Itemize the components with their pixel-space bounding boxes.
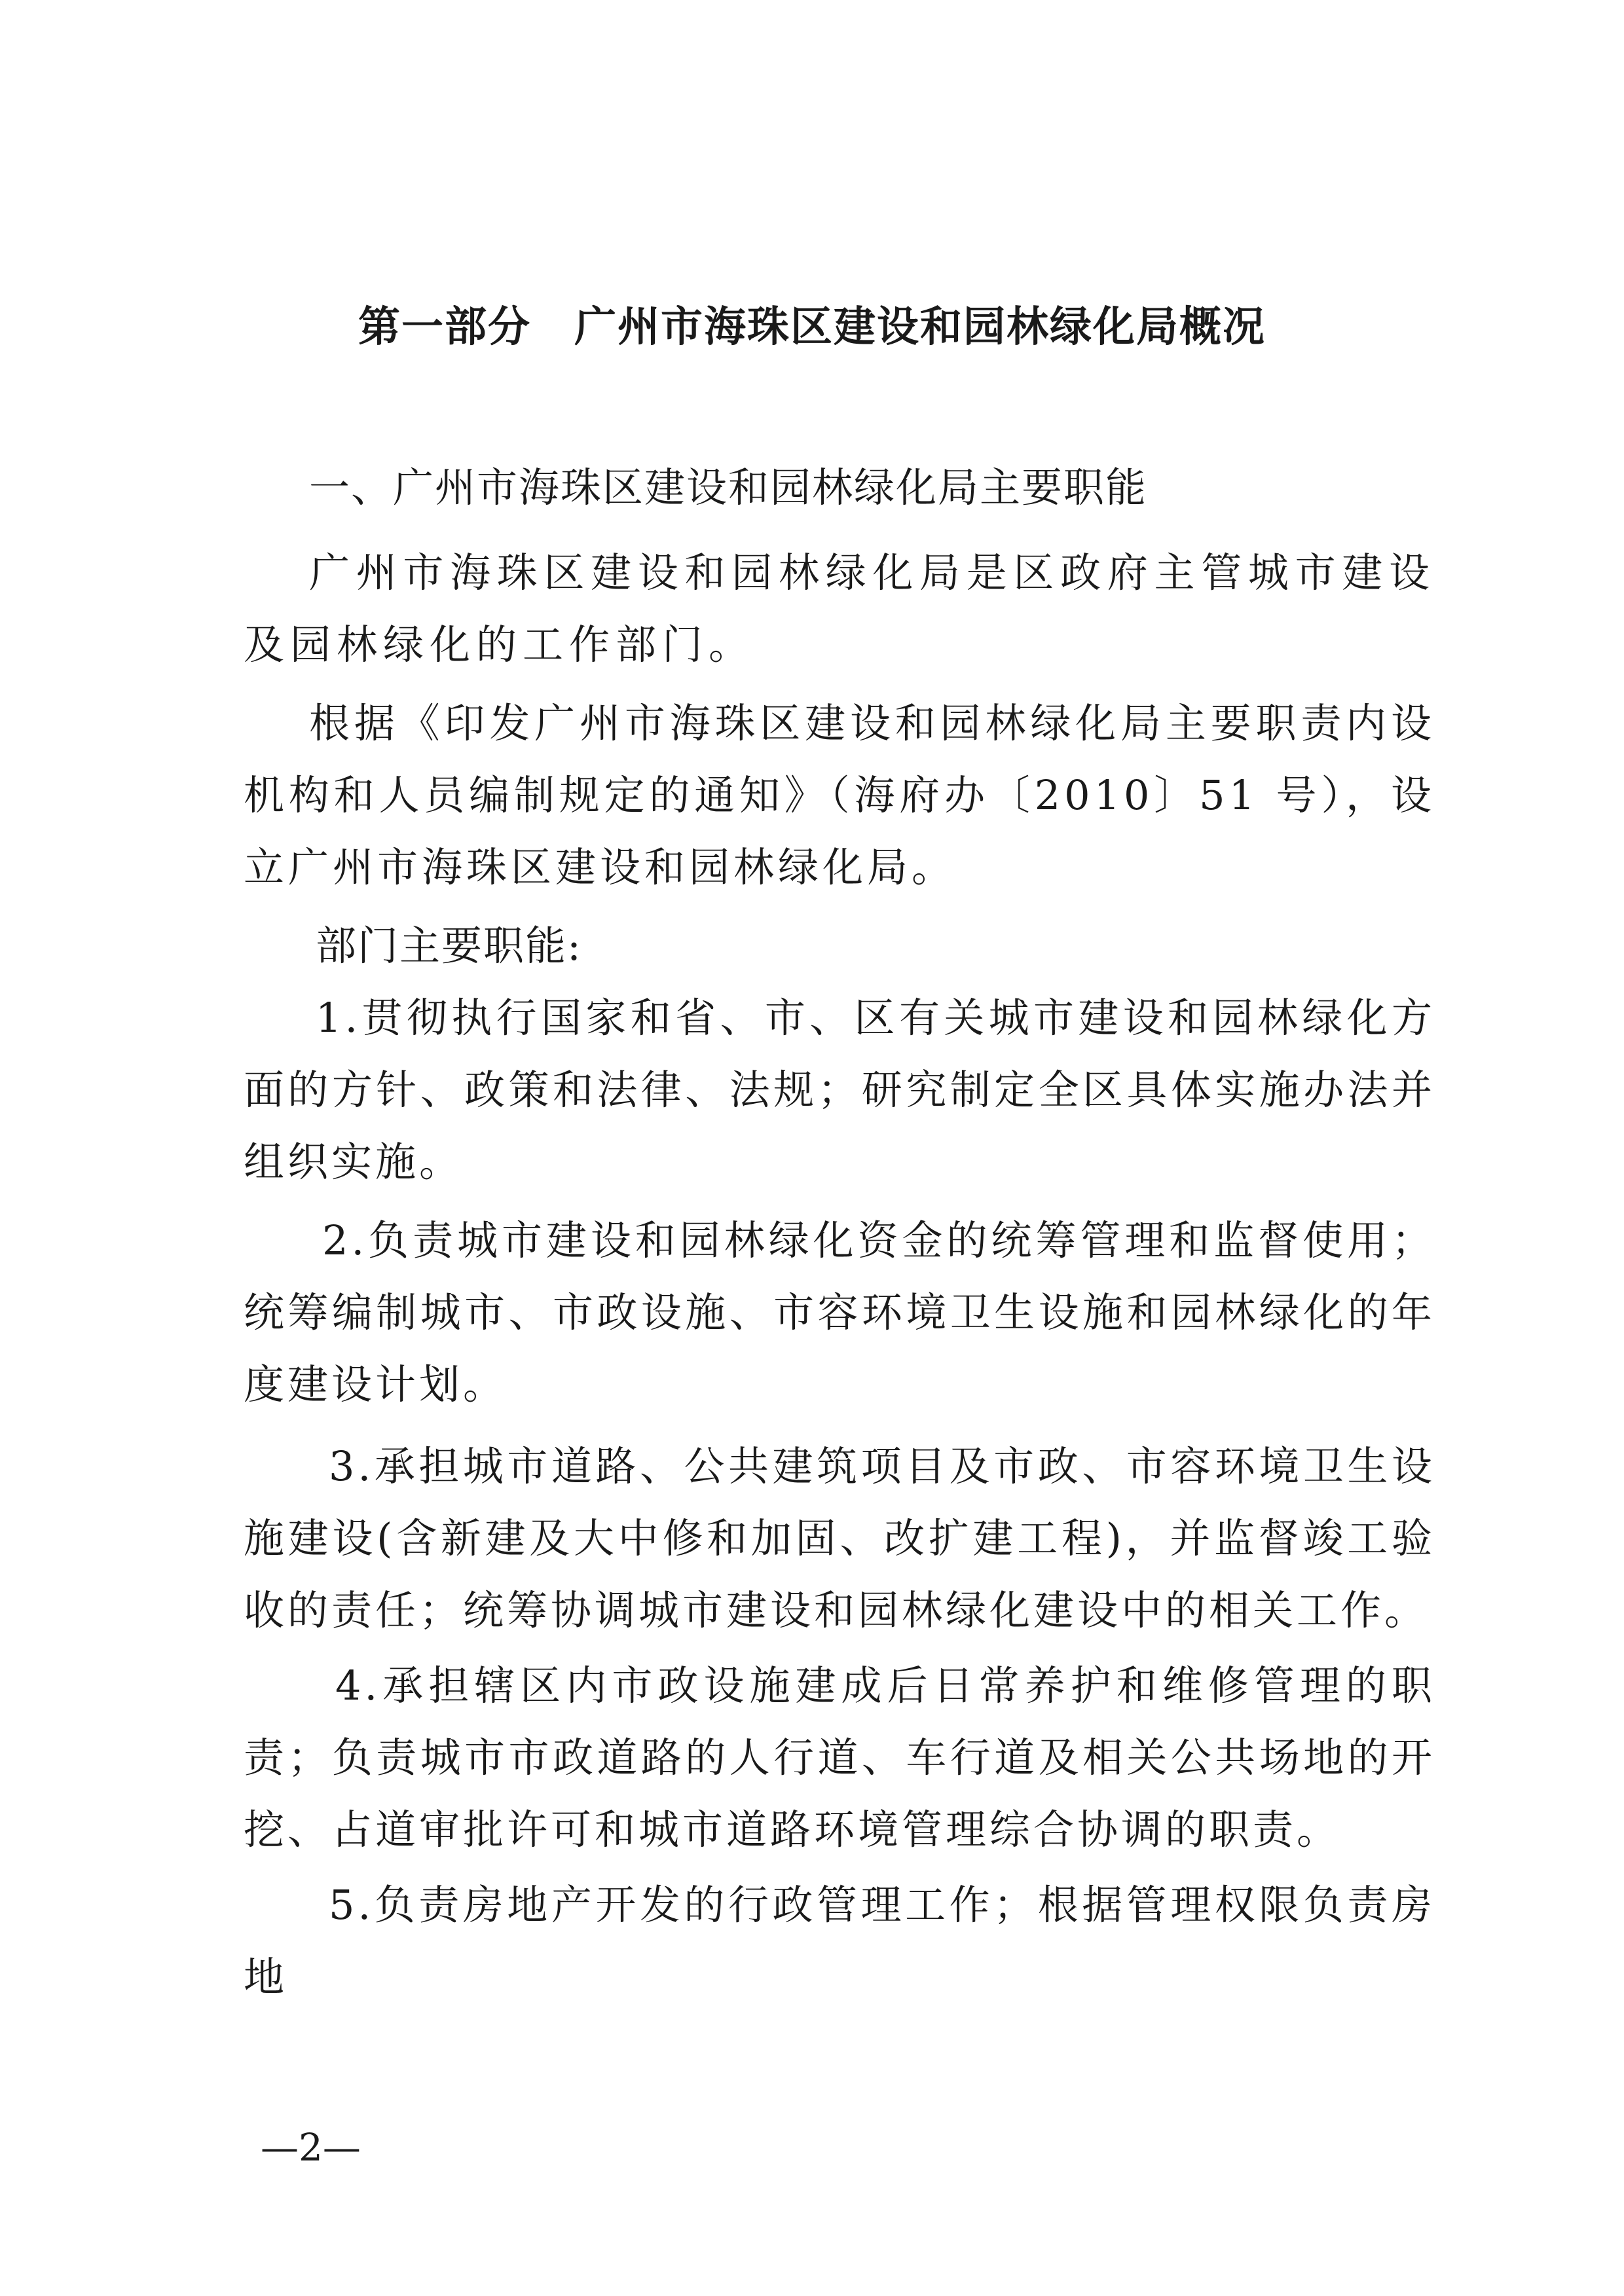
- page-number: —2—: [261, 2125, 361, 2170]
- function-item-3: 3.承担城市道路、公共建筑项目及市政、市容环境卫生设施建设(含新建及大中修和加固、改扩建工程)，并监督竣工验收的责任；统筹协调城市建设和园林绿化建设中的相关工作。: [244, 1442, 1435, 1634]
- function-item-1: 1.贯彻执行国家和省、市、区有关城市建设和园林绿化方面的方针、政策和法律、法规；研究制定全区具体实施办法并组织实施。: [244, 994, 1435, 1186]
- paragraph-intro: 广州市海珠区建设和园林绿化局是区政府主管城市建设及园林绿化的工作部门。: [244, 549, 1435, 668]
- function-item-5: 5.负责房地产开发的行政管理工作；根据管理权限负责房地: [244, 1881, 1435, 2001]
- paragraph-basis: 根据《印发广州市海珠区建设和园林绿化局主要职责内设机构和人员编制规定的通知》（海府办〔2010〕51 号），设立广州市海珠区建设和园林绿化局。: [244, 699, 1435, 891]
- section-heading: 一、广州市海珠区建设和园林绿化局主要职能: [309, 464, 1148, 511]
- part-title: 第一部分 广州市海珠区建设和园林绿化局概况: [358, 303, 1266, 352]
- function-item-2: 2.负责城市建设和园林绿化资金的统筹管理和监督使用；统筹编制城市、市政设施、市容环境卫生设施和园林绿化的年度建设计划。: [244, 1216, 1435, 1408]
- function-item-4: 4.承担辖区内市政设施建成后日常养护和维修管理的职责；负责城市市政道路的人行道、车行道及相关公共场地的开挖、占道审批许可和城市道路环境管理综合协调的职责。: [244, 1662, 1435, 1853]
- paragraph-functions-label: 部门主要职能:: [316, 922, 582, 970]
